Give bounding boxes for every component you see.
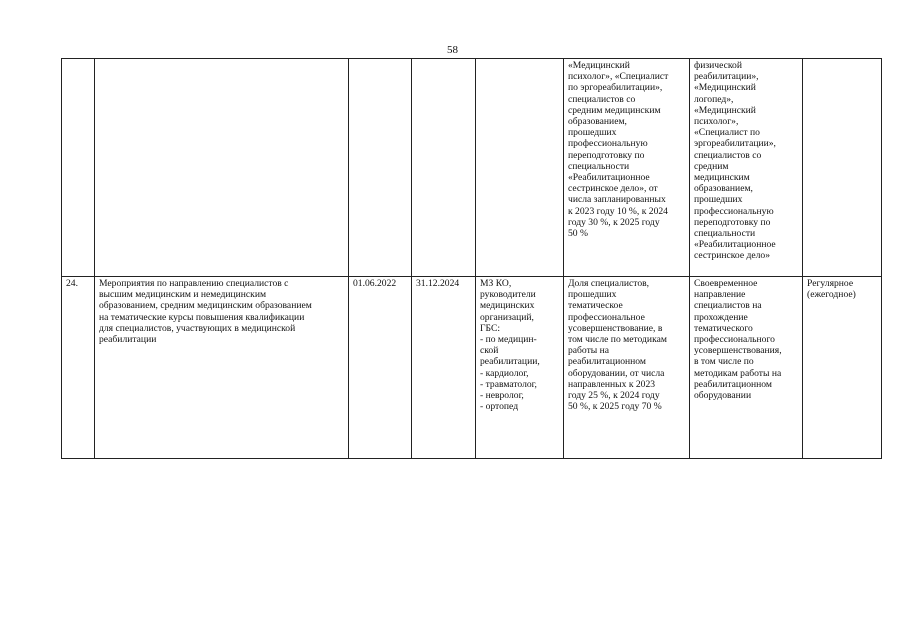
cell-number	[62, 59, 95, 277]
table-row-continued	[62, 59, 882, 277]
cell-indicator: «Медицинский психолог», «Специалист по эргореабилитации», специалистов со средним медицинским образованием, прошедших профессиональную переподготовку по специальности «Реабилитационное сестринское дело», от числа запланированных к 2023 году 10 %, к 2024 году 30 %, к 2025 году 50 %	[564, 59, 690, 277]
cell-end-date: 31.12.2024	[412, 277, 476, 459]
cell-start-date: 01.06.2022	[349, 277, 412, 459]
cell-result: физической реабилитации», «Медицинский логопед», «Медицинский психолог», «Специалист по эргореабилитации», специалистов со средним медицинским образованием, прошедших профессиональную переподготовку по специальности «Реабилитационное сестринское дело»	[690, 59, 803, 277]
cell-frequency: Регулярное (ежегодное)	[803, 277, 882, 459]
activity-plan-table	[61, 58, 882, 459]
page-number: 58	[447, 44, 458, 56]
cell-frequency	[803, 59, 882, 277]
cell-end-date	[412, 59, 476, 277]
cell-responsible: МЗ КО, руководители медицинских организаций, ГБС: - по медицин- ской реабилитации, - кардиолог, - травматолог, - невролог, - ортопед	[476, 277, 564, 459]
cell-start-date	[349, 59, 412, 277]
table-row-24	[62, 277, 882, 459]
cell-measure	[95, 59, 349, 277]
cell-measure: Мероприятия по направлению специалистов с высшим медицинским и немедицинским образованием, средним медицинским образованием на тематические курсы повышения квалификации для специалистов, участвующих в медицинской реабилитации	[95, 277, 349, 459]
cell-result: Своевременное направление специалистов на прохождение тематического профессионального усовершенствования, в том числе по методикам работы на реабилитационном оборудовании	[690, 277, 803, 459]
cell-responsible	[476, 59, 564, 277]
cell-number: 24.	[62, 277, 95, 459]
cell-indicator: Доля специалистов, прошедших тематическое профессиональное усовершенствование, в том числе по методикам работы на реабилитационном оборудовании, от числа направленных к 2023 году 25 %, к 2024 году 50 %, к 2025 году 70 %	[564, 277, 690, 459]
